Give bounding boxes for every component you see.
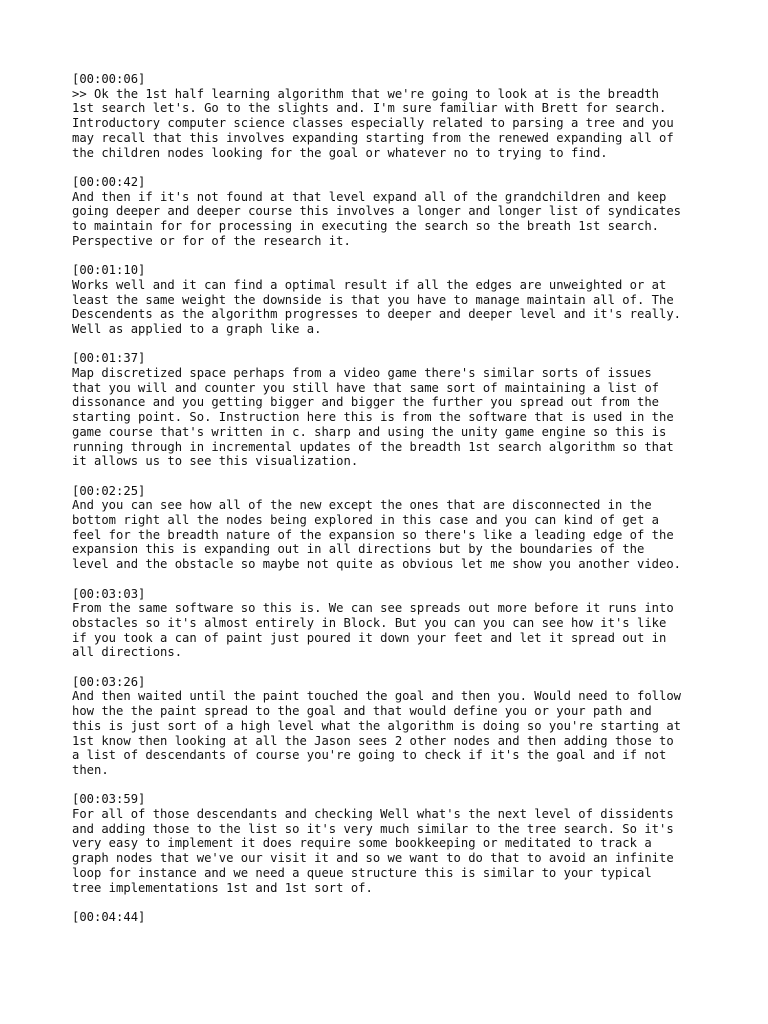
transcript-entry [72,675,712,778]
transcript-entry [72,587,712,661]
entry-timestamp: [00:01:37] [72,351,146,366]
entry-timestamp: [00:01:10] [72,263,146,278]
entry-timestamp: [00:03:26] [72,674,146,689]
entry-timestamp: [00:00:42] [72,174,146,189]
entry-text: >> Ok the 1st half learning algorithm that we're going to look at is the breadth 1st search let's. Go to the slights and. I'm sure familiar with Brett for search. Introductory computer science classes especially related to parsing a tree and you may recall that this involves expanding starting from the renewed expanding all of the children nodes looking for the goal or whatever no to trying to find. [72,86,674,160]
entry-text: And then waited until the paint touched the goal and then you. Would need to follow how the the paint spread to the goal and that would define you or your path and this is just sort of a high level what the algorithm is doing so you're starting at 1st know then looking at all the Jason sees 2 other nodes and then adding those to a list of descendants of course you're going to check if it's the goal and if not then. [72,689,682,777]
transcript-entry [72,263,712,337]
entry-timestamp: [00:04:44] [72,909,146,924]
transcript-entry [72,351,712,469]
entry-timestamp: [00:02:25] [72,483,146,498]
entry-text: Works well and it can find a optimal result if all the edges are unweighted or at least the same weight the downside is that you have to manage maintain all of. The Descendents as the algorithm progresses to deeper and deeper level and it's really. Well as applied to a graph like a. [72,277,682,336]
transcript-page [72,72,712,939]
entry-timestamp: [00:00:06] [72,72,146,86]
transcript-entry [72,175,712,249]
transcript-entry [72,72,712,160]
transcript-entry [72,792,712,895]
transcript-entry [72,910,712,925]
entry-text: And then if it's not found at that level expand all of the grandchildren and keep going deeper and deeper course this involves a longer and longer list of syndicates to maintain for for processing in executing the search so the breath 1st search. Perspective or for of the research it. [72,189,682,248]
entry-text: Map discretized space perhaps from a video game there's similar sorts of issues that you will and counter you still have that same sort of maintaining a list of dissonance and you getting bigger and bigger the further you spread out from the starting point. So. Instruction here this is from the software that is used in the game course that's written in c. sharp and using the unity game engine so this is running through in incremental updates of the breadth 1st search algorithm so that it allows us to see this visualization. [72,366,674,469]
entry-text: And you can see how all of the new except the ones that are disconnected in the bottom right all the nodes being explored in this case and you can kind of get a feel for the breadth nature of the expansion so there's like a leading edge of the expansion this is expanding out in all directions but by the boundaries of the level and the obstacle so maybe not quite as obvious let me show you another video. [72,498,682,572]
entry-text: From the same software so this is. We can see spreads out more before it runs into obstacles so it's almost entirely in Block. But you can you can see how it's like if you took a can of paint just poured it down your feet and let it spread out in all directions. [72,601,674,660]
transcript-entry [72,484,712,572]
entry-timestamp: [00:03:59] [72,792,146,807]
entry-text: For all of those descendants and checking Well what's the next level of dissidents and adding those to the list so it's very much similar to the tree search. So it's very easy to implement it does require some bookkeeping or meditated to track a graph nodes that we've our visit it and so we want to do that to avoid an infinite loop for instance and we need a queue structure this is similar to your typical tree implementations 1st and 1st sort of. [72,807,674,895]
entry-timestamp: [00:03:03] [72,586,146,601]
